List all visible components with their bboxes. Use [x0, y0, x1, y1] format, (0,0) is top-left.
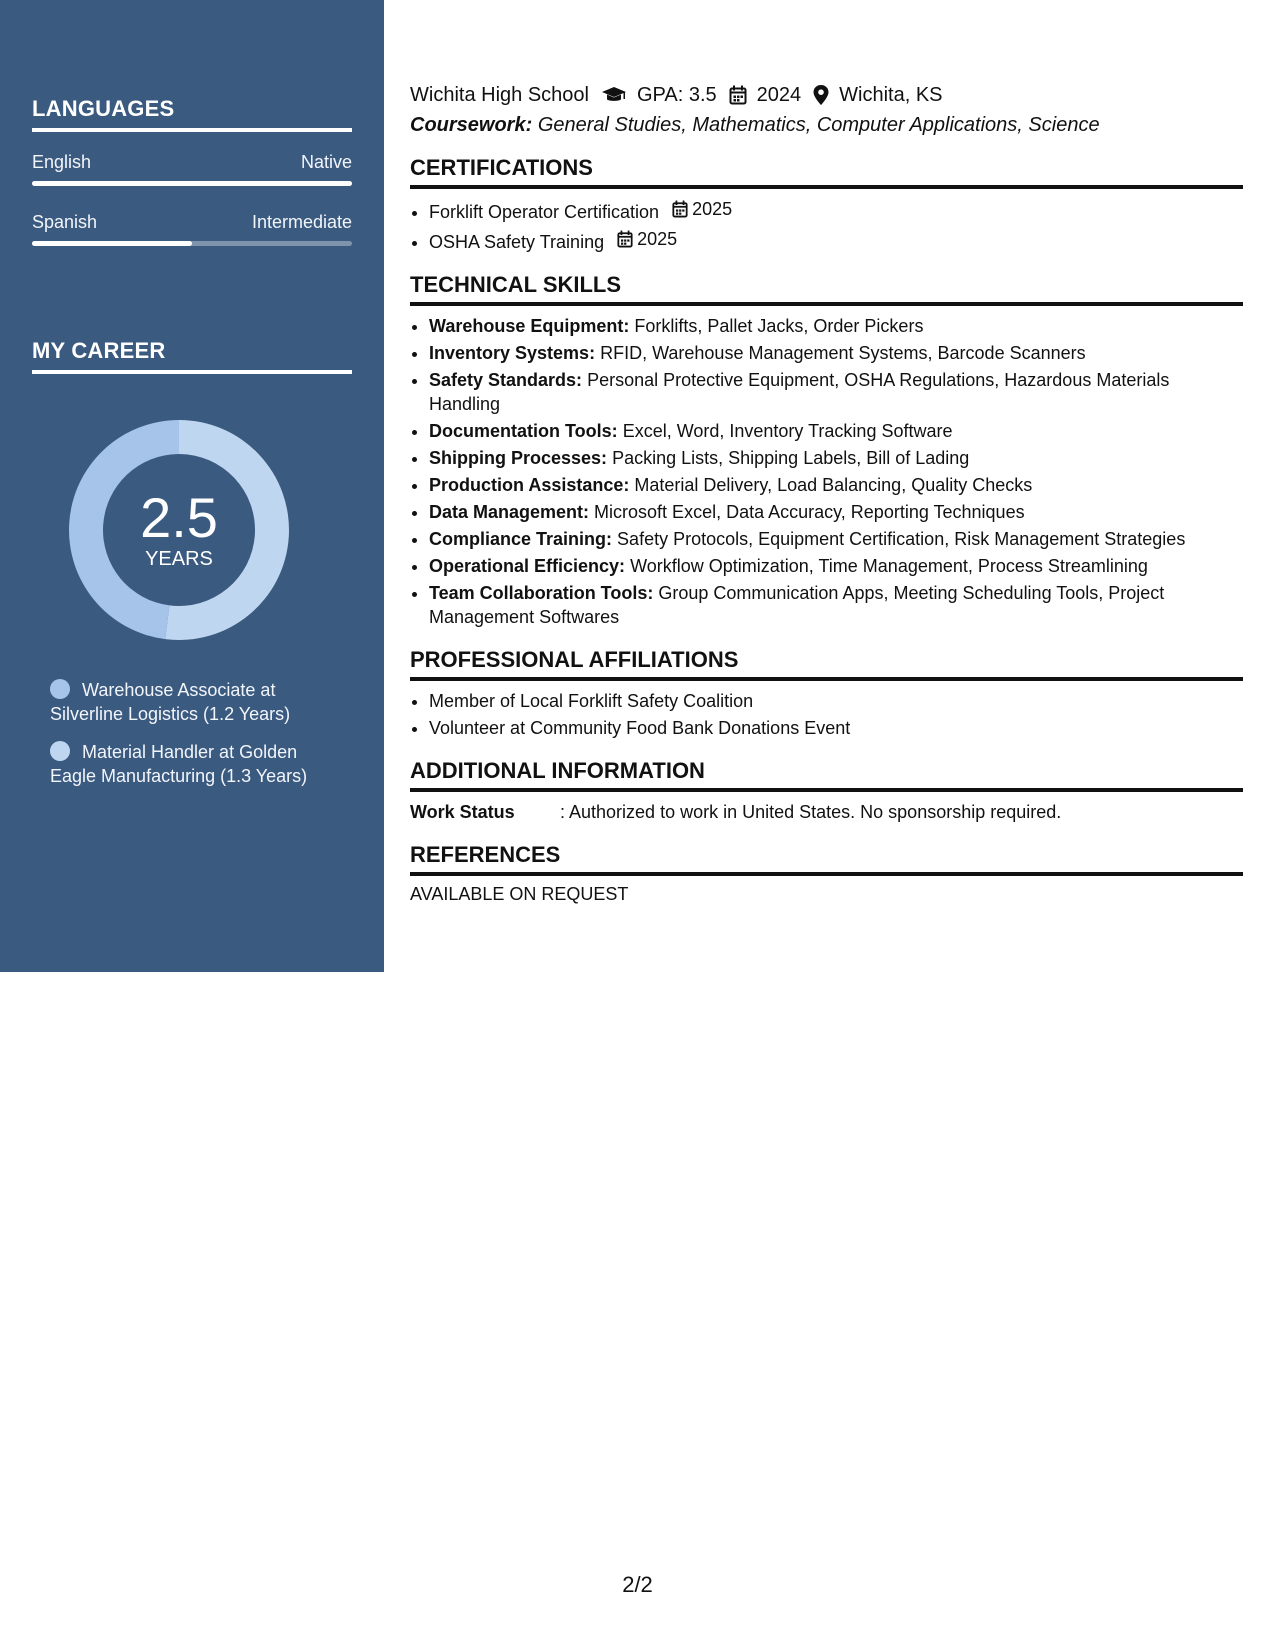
work-status-value: : Authorized to work in United States. No sponsorship required.	[560, 802, 1062, 822]
affiliation-item: • Member of Local Forklift Safety Coalition	[429, 689, 1243, 713]
skill-label: Data Management:	[429, 502, 590, 522]
career-item-text: Warehouse Associate at Silverline Logistics (1.2 Years)	[50, 680, 291, 724]
career-heading: MY CAREER	[32, 338, 352, 374]
skill-label: Warehouse Equipment:	[429, 316, 630, 336]
career-dot-icon	[50, 679, 70, 699]
skill-item	[429, 419, 1243, 443]
certification-item	[429, 227, 1243, 254]
references-text: AVAILABLE ON REQUEST	[410, 884, 629, 904]
main-content	[410, 80, 1243, 905]
career-item	[50, 678, 340, 726]
career-total-years: 2.5	[140, 485, 218, 549]
affiliations-heading: PROFESSIONAL AFFILIATIONS	[410, 647, 1243, 681]
coursework-text: General Studies, Mathematics, Computer Applications, Science	[537, 114, 1100, 136]
affiliation-item: • Volunteer at Community Food Bank Donations Event	[429, 716, 1243, 740]
skill-item	[429, 581, 1243, 629]
skill-text: Personal Protective Equipment, OSHA Regulations, Hazardous Materials Handling	[429, 370, 1170, 414]
school-name: Wichita High School	[410, 83, 589, 106]
skill-text: Packing Lists, Shipping Labels, Bill of Lading	[612, 448, 970, 468]
career-list	[50, 678, 340, 802]
career-item-text: Material Handler at Golden Eagle Manufacturing (1.3 Years)	[50, 742, 308, 786]
career-total-unit: YEARS	[145, 547, 213, 570]
skill-text: Excel, Word, Inventory Tracking Software	[622, 421, 953, 441]
certification-date: 2025	[692, 199, 733, 219]
work-status-label: Work Status	[410, 802, 515, 822]
skill-item	[429, 527, 1243, 551]
skill-label: Operational Efficiency:	[429, 556, 626, 576]
sidebar	[0, 0, 384, 972]
language-proficiency-fill	[32, 181, 352, 186]
work-status-row	[410, 800, 1243, 824]
skill-text: Workflow Optimization, Time Management, Process Streamlining	[630, 556, 1148, 576]
skill-label: Compliance Training:	[429, 529, 613, 549]
affiliations-list	[410, 689, 1243, 740]
skill-item	[429, 314, 1243, 338]
language-name: English	[32, 152, 92, 172]
languages-heading: LANGUAGES	[32, 96, 352, 132]
skill-text: Group Communication Apps, Meeting Scheduling Tools, Project Management Softwares	[429, 583, 1165, 627]
education-line	[410, 80, 1243, 110]
certification-item	[429, 197, 1243, 224]
calendar-icon	[617, 230, 633, 248]
references-heading: REFERENCES	[410, 842, 1243, 876]
certifications-list	[410, 197, 1243, 254]
technical-skills-heading: TECHNICAL SKILLS	[410, 272, 1243, 306]
language-level: Intermediate	[251, 212, 352, 232]
career-donut-chart	[66, 417, 292, 643]
skill-item	[429, 473, 1243, 497]
skill-label: Inventory Systems:	[429, 343, 596, 363]
calendar-icon	[672, 200, 688, 218]
career-section	[32, 338, 352, 374]
language-proficiency-bar	[32, 181, 352, 186]
graduation-year: 2024	[756, 83, 802, 106]
school-location: Wichita, KS	[839, 83, 943, 106]
skill-label: Safety Standards:	[429, 370, 583, 390]
skill-item	[429, 554, 1243, 578]
career-item	[50, 740, 340, 788]
language-item	[32, 212, 352, 246]
technical-skills-list	[410, 314, 1243, 629]
calendar-icon	[729, 85, 747, 105]
skill-label: Production Assistance:	[429, 475, 630, 495]
career-dot-icon	[50, 741, 70, 761]
skill-item	[429, 446, 1243, 470]
page-number: 2/2	[622, 1572, 653, 1597]
language-item	[32, 152, 352, 186]
skill-item	[429, 500, 1243, 524]
skill-text: Material Delivery, Load Balancing, Quality Checks	[634, 475, 1033, 495]
language-proficiency-fill	[32, 241, 192, 246]
certification-name: OSHA Safety Training	[429, 232, 605, 252]
skill-item	[429, 368, 1243, 416]
coursework-label: Coursework:	[410, 114, 533, 136]
gpa: GPA: 3.5	[636, 83, 717, 106]
coursework	[410, 114, 1243, 137]
skill-text: RFID, Warehouse Management Systems, Barcode Scanners	[600, 343, 1086, 363]
skill-text: Safety Protocols, Equipment Certification, Risk Management Strategies	[617, 529, 1186, 549]
skill-label: Documentation Tools:	[429, 421, 618, 441]
certification-name: Forklift Operator Certification	[429, 202, 660, 222]
location-pin-icon	[813, 85, 829, 105]
language-name: Spanish	[32, 212, 98, 232]
skill-text: Microsoft Excel, Data Accuracy, Reporting Techniques	[594, 502, 1025, 522]
skill-label: Shipping Processes:	[429, 448, 608, 468]
language-proficiency-bar	[32, 241, 352, 246]
skill-item	[429, 341, 1243, 365]
language-level: Native	[300, 152, 352, 172]
skill-label: Team Collaboration Tools:	[429, 583, 654, 603]
career-donut-label	[66, 417, 292, 643]
certifications-heading: CERTIFICATIONS	[410, 155, 1243, 189]
certification-date: 2025	[637, 229, 678, 249]
additional-info-heading: ADDITIONAL INFORMATION	[410, 758, 1243, 792]
skill-text: Forklifts, Pallet Jacks, Order Pickers	[634, 316, 924, 336]
languages-section	[32, 96, 352, 246]
graduation-cap-icon	[601, 86, 627, 104]
